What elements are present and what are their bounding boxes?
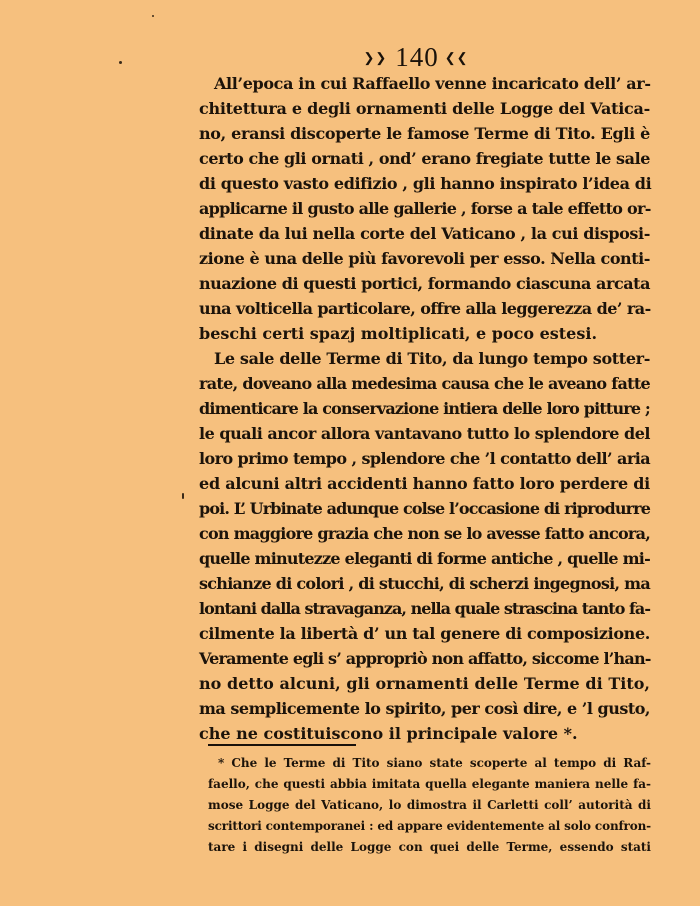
text-line: una volticella particolare, offre alla leggerezza de’ ra- bbox=[199, 299, 651, 318]
left-ornament-icon: ❯❯ bbox=[363, 49, 388, 65]
text-line: applicarne il gusto alle gallerie , forse a tale effetto or- bbox=[199, 199, 651, 218]
footnote-line: tare i disegni delle Logge con quei delle Terme, essendo stati bbox=[208, 840, 651, 854]
text-line: lontani dalla stravaganza, nella quale strascina tanto fa- bbox=[199, 599, 650, 618]
main-text bbox=[199, 71, 650, 746]
text-line: zione è una delle più favorevoli per esso. Nella conti- bbox=[199, 249, 651, 268]
text-line: no, eransi discoperte le famose Terme di Tito. Egli è bbox=[199, 124, 650, 143]
text-line: poi. L’ Urbinate adunque colse l’occasione di riprodurre bbox=[199, 499, 650, 518]
footnote-line: mose Logge del Vaticano, lo dimostra il Carletti coll’ autorità di bbox=[208, 798, 651, 812]
text-line: ed alcuni altri accidenti hanno fatto loro perdere di bbox=[199, 474, 651, 493]
footnote-line: scrittori contemporanei : ed appare evidentemente al solo confron- bbox=[208, 819, 651, 833]
text-line: che ne costituiscono il principale valore *. bbox=[199, 724, 578, 743]
text-line: nuazione di questi portici, formando ciascuna arcata bbox=[199, 274, 650, 293]
paper-speck bbox=[182, 493, 184, 499]
right-ornament-icon: ❮❮ bbox=[444, 49, 469, 65]
text-line: Le sale delle Terme di Tito, da lungo tempo sotter- bbox=[214, 349, 650, 368]
text-line: beschi certi spazj moltiplicati, e poco estesi. bbox=[199, 324, 598, 343]
footnote-line: * Che le Terme di Tito siano state scoperte al tempo di Raf- bbox=[218, 756, 651, 770]
text-line: Veramente egli s’ appropriò non affatto, siccome l’han- bbox=[199, 649, 651, 668]
text-line: cilmente la libertà d’ un tal genere di composizione. bbox=[199, 624, 651, 643]
text-line: le quali ancor allora vantavano tutto lo splendore del bbox=[199, 424, 651, 443]
text-line: con maggiore grazia che non se lo avesse fatto ancora, bbox=[199, 524, 651, 543]
text-line: certo che gli ornati , ond’ erano fregiate tutte le sale bbox=[199, 149, 650, 168]
text-line: schianze di colori , di stucchi, di scherzi ingegnosi, ma bbox=[199, 574, 650, 593]
text-line: ma semplicemente lo spirito, per così dire, e ’l gusto, bbox=[199, 699, 650, 718]
page-header bbox=[0, 42, 700, 75]
text-line: dimenticare la conservazione intiera delle loro pitture ; bbox=[199, 399, 650, 418]
footnote-line: faello, che questi abbia imitata quella elegante maniera nelle fa- bbox=[208, 777, 651, 791]
paper-speck bbox=[152, 15, 154, 17]
text-line: loro primo tempo , splendore che ’l contatto dell’ aria bbox=[199, 449, 650, 468]
footnote bbox=[208, 753, 651, 858]
footnote-divider bbox=[208, 744, 356, 746]
text-line: dinate da lui nella corte del Vaticano , la cui disposi- bbox=[199, 224, 650, 243]
text-line: quelle minutezze eleganti di forme antiche , quelle mi- bbox=[199, 549, 650, 568]
text-line: di questo vasto edifizio , gli hanno inspirato l’idea di bbox=[199, 174, 652, 193]
text-line: no detto alcuni, gli ornamenti delle Terme di Tito, bbox=[199, 674, 650, 693]
text-line: All’epoca in cui Raffaello venne incaricato dell’ ar- bbox=[214, 74, 651, 93]
text-line: rate, doveano alla medesima causa che le aveano fatte bbox=[199, 374, 650, 393]
text-line: chitettura e degli ornamenti delle Logge del Vatica- bbox=[199, 99, 651, 118]
page-number: 140 bbox=[395, 42, 439, 72]
